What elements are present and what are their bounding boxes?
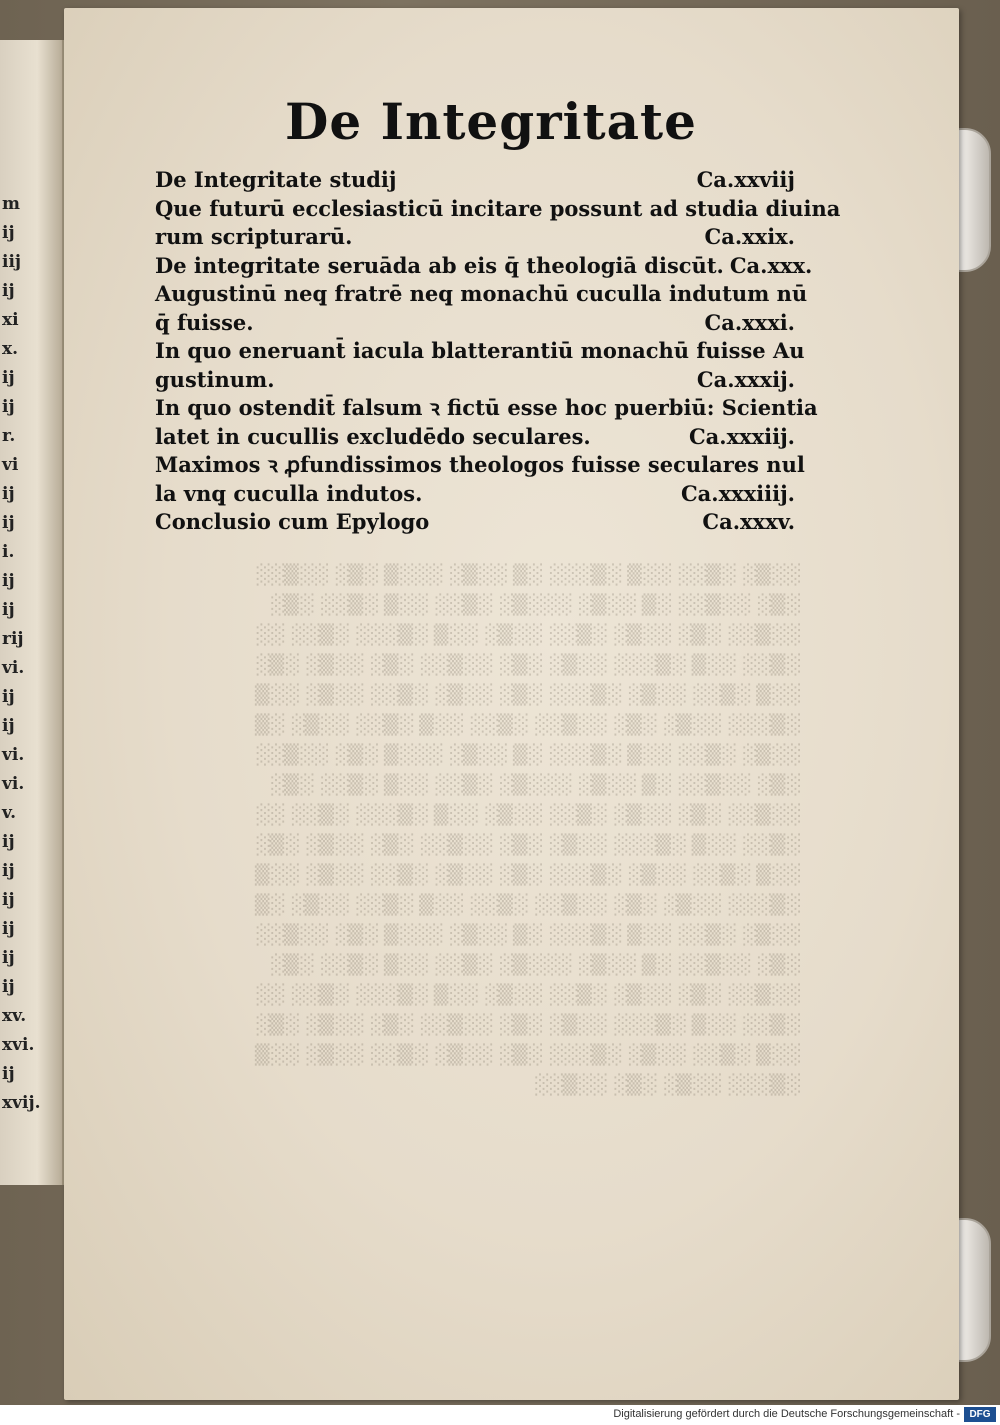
toc-entry: [155, 166, 795, 195]
facing-page-mark: ij: [2, 281, 15, 301]
facing-page-mark: ij: [2, 716, 15, 736]
toc-entry: [155, 252, 813, 281]
toc-line: [155, 309, 795, 338]
toc-chapter-number: [807, 280, 813, 309]
toc-entry: [155, 280, 808, 337]
toc-line: [155, 195, 841, 224]
page-title: De Integritate: [285, 92, 697, 151]
facing-page-mark: ij: [2, 368, 15, 388]
toc-chapter-number: [840, 195, 846, 224]
toc-entry: [155, 337, 805, 394]
facing-page-edge: [0, 40, 64, 1185]
toc-line-text: Que futurū ecclesiasticū incitare possunt ad studia diuina: [155, 195, 841, 221]
toc-entry: [155, 508, 795, 537]
toc-chapter-number: Ca.xxxiiij.: [680, 480, 795, 506]
facing-page-mark: xv.: [2, 1006, 27, 1026]
facing-page-mark: ij: [2, 397, 15, 417]
toc-line-text: latet in cucullis excludēdo seculares.: [155, 423, 591, 449]
facing-page-mark: ij: [2, 687, 15, 707]
facing-page-mark: ij: [2, 890, 15, 910]
toc-chapter-number: Ca.xxxv.: [702, 509, 795, 534]
toc-line: [155, 223, 795, 252]
toc-chapter-number: Ca.xxxiij.: [688, 423, 795, 449]
facing-page-mark: ij: [2, 861, 15, 881]
facing-page-mark: ij: [2, 600, 15, 620]
dfg-logo: DFG: [964, 1407, 996, 1422]
facing-page-mark: v.: [2, 803, 17, 823]
toc-line: [155, 508, 795, 537]
facing-page-mark: vi.: [2, 745, 25, 765]
toc-line: [155, 166, 795, 195]
toc-line: [155, 337, 805, 366]
toc-line-text: gustinum.: [155, 366, 275, 392]
toc-chapter-number: [818, 394, 824, 423]
toc-line-text: q̄ fuisse.: [155, 309, 254, 335]
toc-line-text: In quo eneruant̄ iacula blatterantiū monachū fuisse Au: [155, 338, 805, 363]
toc-line-text: De integritate seruāda ab eis q̄ theologiā discūt.: [155, 252, 724, 278]
toc-line: [155, 423, 795, 452]
toc-chapter-number: Ca.xxxi.: [704, 309, 795, 335]
toc-line: [155, 366, 795, 395]
facing-page-mark: ij: [2, 919, 15, 939]
digitization-footer: [0, 1405, 1000, 1425]
toc-chapter-number: [805, 337, 811, 366]
toc-line: [155, 252, 813, 281]
facing-page-mark: ij: [2, 1064, 15, 1084]
toc-chapter-number: Ca.xxix.: [704, 224, 795, 249]
toc-entry: [155, 451, 805, 508]
toc-line-text: Maximos ꝛ ꝓfundissimos theologos fuisse seculares nul: [155, 452, 805, 477]
toc-line: [155, 394, 818, 423]
toc-line-text: In quo ostendit̄ falsum ꝛ fictū esse hoc puerbiū: Scientia: [155, 395, 818, 420]
toc-entry: [155, 394, 818, 451]
facing-page-mark: vi.: [2, 774, 25, 794]
facing-page-mark: vi.: [2, 658, 25, 678]
toc-chapter-number: Ca.xxx.: [729, 252, 813, 278]
facing-page-mark: r.: [2, 426, 16, 446]
toc-line-text: rum scripturarū.: [155, 224, 353, 249]
facing-page-mark: x.: [2, 339, 19, 359]
facing-page-mark: ij: [2, 571, 15, 591]
toc-line-text: Augustinū neq̧ fratrē neq̧ monachū cuculla indutum nū: [155, 281, 808, 306]
toc-chapter-number: [805, 451, 811, 480]
facing-page-mark: ij: [2, 948, 15, 968]
facing-page-mark: i.: [2, 542, 15, 562]
toc-line: [155, 480, 795, 509]
facing-page-mark: xi: [2, 310, 19, 330]
facing-page-mark: rij: [2, 629, 24, 649]
toc-line: [155, 451, 805, 480]
facing-page-mark: ij: [2, 484, 15, 504]
facing-page-mark: iij: [2, 252, 22, 272]
facing-page-mark: xvij.: [2, 1093, 41, 1113]
show-through-texture: ░░▒░ ░▒░░ ░░▒ ░▒░░░ ░▒ ░░▒░ ░░░▒ ░▒░ ░░▒░░ ░▒░ ░░▒░░ ░▒ ░░▒░ ░░░▒░ ░▒░░ ░░▒ ░▒░░ ░▒░ ░░▒░░ ░▒░ ░░▒░ ░▒░░ ░░▒░ ░░▒ ░▒░░░ ░▒░░ ░░ ░▒░░ ░░▒ ░▒░░░ ░░▒░ ░▒░ ░░▒░░ ░▒░ ░░▒░ ░▒░ ░░▒ ░▒░░ ░░▒░ ░▒░░░ ░▒░ ░░▒░ ░▒░░ ░░▒░ ░░▒ ░▒░░░ ░░▒░ ░▒░ ░░▒░░ ░▒░░ ░░▒ ░▒░░ ░░▒░ ░▒ ░░▒░ ░▒░░ ░░▒ ░▒░░░ ░▒ ░░▒░ ░░░▒ ░▒░ ░░▒░░ ░▒░ ░░▒░░ ░▒ ░░▒░ ░░░▒░ ░▒░░ ░░▒ ░▒░░ ░▒░ ░░▒░░ ░▒░ ░░▒░ ░▒░░ ░░▒░ ░░▒ ░▒░░░ ░▒░░ ░░ ░▒░░ ░░▒ ░▒░░░ ░░▒░ ░▒░ ░░▒░░ ░▒░ ░░▒░ ░▒░ ░░▒ ░▒░░ ░░▒░ ░▒░░░ ░▒░ ░░▒░ ░▒░░ ░░▒░ ░░▒ ░▒░░░ ░░▒░ ░▒░ ░░▒░░ ░▒░░ ░░▒ ░▒░░ ░░▒░ ░▒ ░░▒░ ░▒░░ ░░▒ ░▒░░░ ░▒ ░░▒░ ░░░▒ ░▒░ ░░▒░░ ░▒░ ░░▒░░ ░▒ ░░▒░ ░░░▒░ ░▒░░ ░░▒ ░▒░░ ░▒░ ░░▒░░ ░▒░ ░░▒░ ░▒░░ ░░▒░ ░░▒ ░▒░░░ ░▒░░ ░░ ░▒░░ ░░▒ ░▒░░░ ░░▒░ ░▒░ ░░▒░░ ░▒░ ░░▒░ ░▒░ ░░▒ ░▒░░ ░░▒░ ░▒░░░ ░▒░ ░░▒░ ░▒░░ ░░▒░ ░░▒ ░▒░░░ ░░▒░ ░▒░ ░░▒░░: [254, 564, 800, 1096]
facing-page-mark: xvi.: [2, 1035, 35, 1055]
toc-chapter-number: Ca.xxviij: [696, 167, 795, 192]
toc-line: [155, 280, 808, 309]
facing-page-marks: [2, 190, 58, 1118]
toc-chapter-number: Ca.xxxij.: [696, 366, 795, 392]
facing-page-mark: vi: [2, 455, 19, 475]
facing-page-mark: ij: [2, 223, 15, 243]
facing-page-mark: ij: [2, 977, 15, 997]
facing-page-mark: ij: [2, 513, 15, 533]
facing-page-mark: m: [2, 194, 20, 214]
toc-line-text: Conclusio cum Epylogo: [155, 509, 430, 534]
footer-credit-text: Digitalisierung gefördert durch die Deutsche Forschungsgemeinschaft -: [613, 1408, 960, 1420]
facing-page-mark: ij: [2, 832, 15, 852]
toc-line-text: De Integritate studij: [155, 167, 397, 192]
toc-entry: [155, 195, 841, 252]
table-of-contents: [155, 166, 841, 537]
toc-line-text: la vnq̧ cuculla indutos.: [155, 480, 423, 506]
